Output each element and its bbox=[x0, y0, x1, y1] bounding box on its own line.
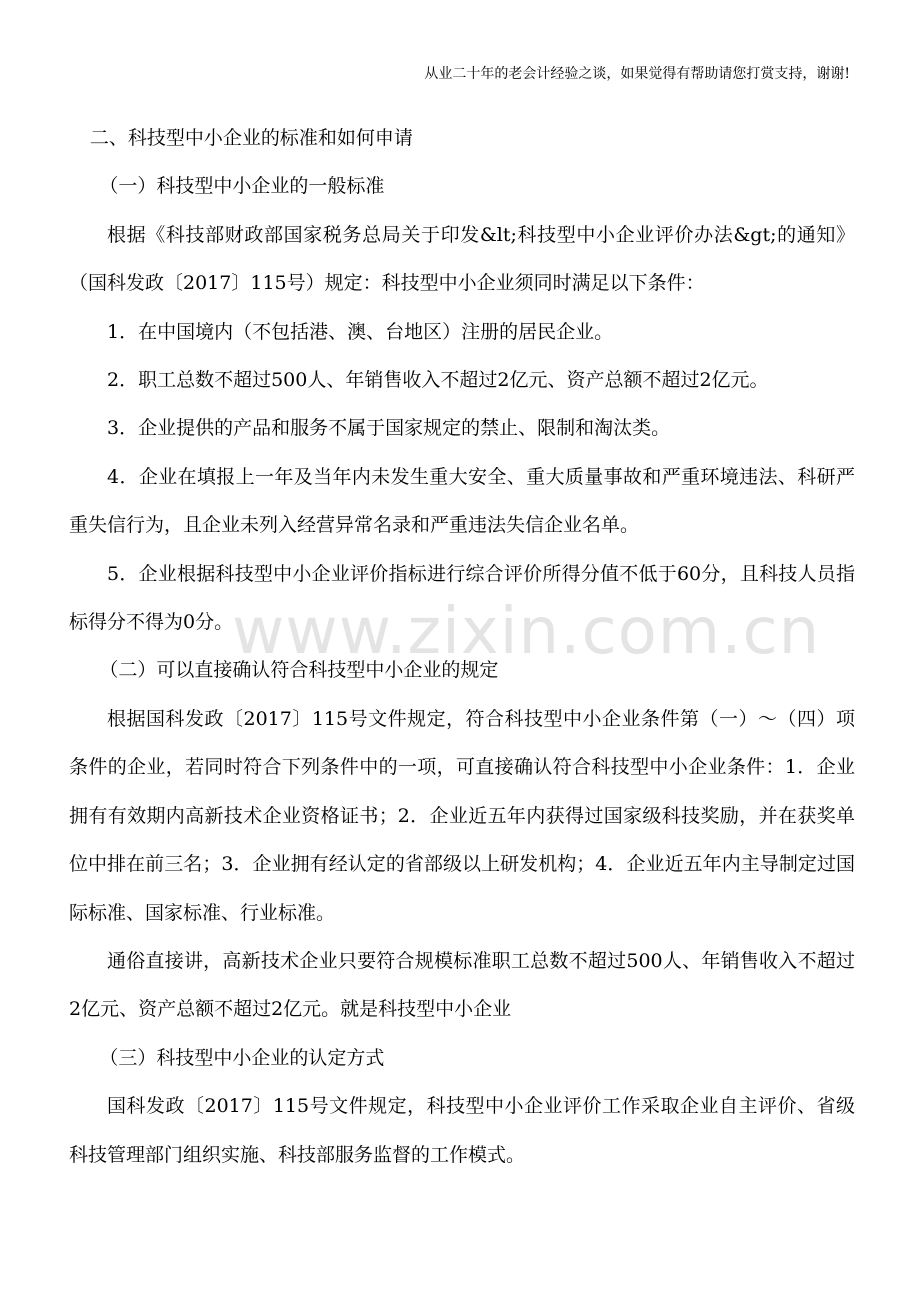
intro-paragraph: 根据《科技部财政部国家税务总局关于印发&lt;科技型中小企业评价办法&gt;的通知》（国科发政〔2017〕115号）规定：科技型中小企业须同时满足以下条件： bbox=[69, 223, 855, 295]
condition-item-4: 4．企业在填报上一年及当年内未发生重大安全、重大质量事故和严重环境违法、科研严重失信行为，且企业未列入经营异常名录和严重违法失信企业名单。 bbox=[69, 465, 855, 537]
subsection-heading-2: （二）可以直接确认符合科技型中小企业的规定 bbox=[99, 659, 499, 682]
subsection-heading-1: （一）科技型中小企业的一般标准 bbox=[99, 175, 385, 198]
condition-item-3: 3．企业提供的产品和服务不属于国家规定的禁止、限制和淘汰类。 bbox=[107, 417, 671, 440]
direct-confirmation-paragraph: 根据国科发政〔2017〕115号文件规定，符合科技型中小企业条件第（一）～（四）项条件的企业，若同时符合下列条件中的一项，可直接确认符合科技型中小企业条件：1．企业拥有有效期内高新技术企业资格证书；2．企业近五年内获得过国家级科技奖励，并在获奖单位中排在前三名；3．企业拥有经认定的省部级以上研发机构；4．企业近五年内主导制定过国际标准、国家标准、行业标准。 bbox=[69, 707, 855, 924]
subsection-heading-3: （三）科技型中小企业的认定方式 bbox=[99, 1046, 385, 1069]
header-note: 从业二十年的老会计经验之谈，如果觉得有帮助请您打赏支持，谢谢! bbox=[424, 66, 850, 82]
condition-item-5: 5．企业根据科技型中小企业评价指标进行综合评价所得分值不低于60分，且科技人员指标得分不得为0分。 bbox=[69, 562, 855, 634]
document-body bbox=[69, 114, 855, 1179]
section-title: 二、科技型中小企业的标准和如何申请 bbox=[89, 127, 413, 149]
condition-item-2: 2．职工总数不超过500人、年销售收入不超过2亿元、资产总额不超过2亿元。 bbox=[107, 369, 769, 392]
plain-explanation-paragraph: 通俗直接讲，高新技术企业只要符合规模标准职工总数不超过500人、年销售收入不超过2亿元、资产总额不超过2亿元。就是科技型中小企业 bbox=[69, 949, 855, 1021]
evaluation-method-paragraph: 国科发政〔2017〕115号文件规定，科技型中小企业评价工作采取企业自主评价、省级科技管理部门组织实施、科技部服务监督的工作模式。 bbox=[69, 1095, 855, 1166]
watermark: www.zixin.com.cn bbox=[232, 595, 821, 669]
condition-item-1: 1．在中国境内（不包括港、澳、台地区）注册的居民企业。 bbox=[107, 320, 614, 343]
